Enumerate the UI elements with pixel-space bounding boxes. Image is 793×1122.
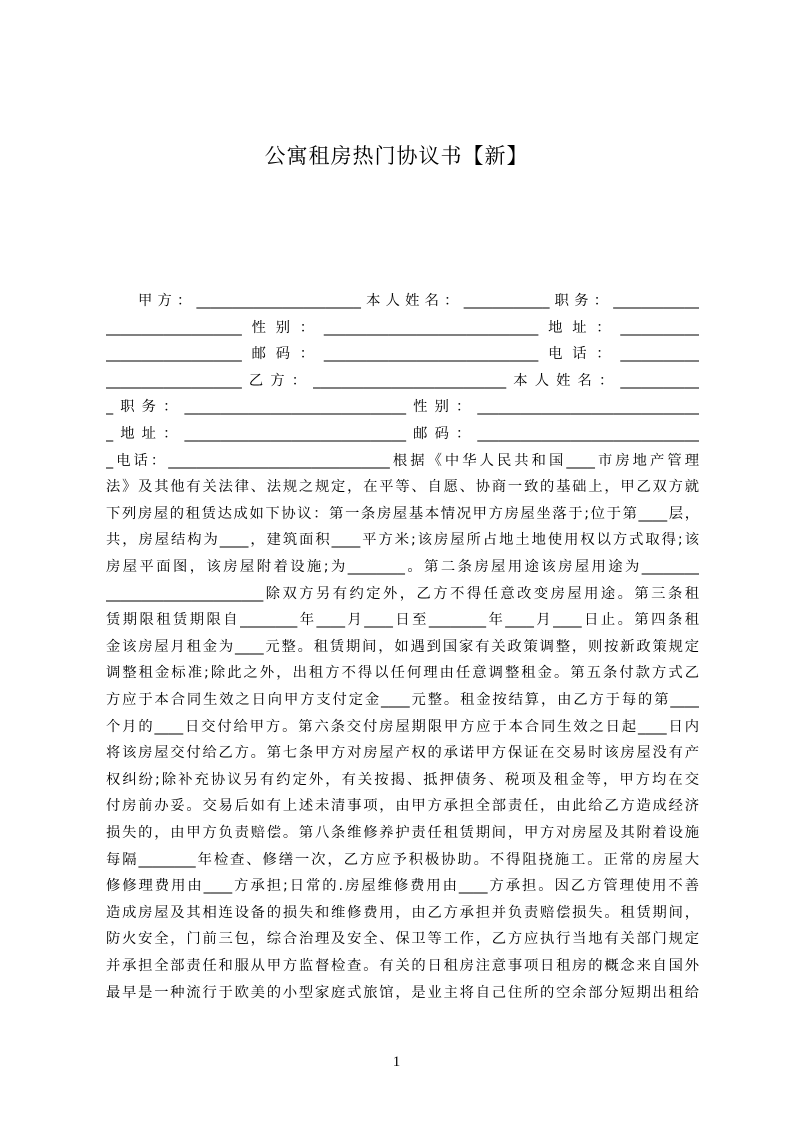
body-line: 每隔________年检查、修缮一次，乙方应予积极协助。不得阻挠施工。正常的房屋大: [106, 851, 699, 868]
body-line: 房屋平面图，该房屋附着设施;为________。第二条房屋用途该房屋用途为________: [106, 559, 699, 575]
body-line: 法》及其他有关法律、法规之规定，在平等、自愿、协商一致的基础上，甲乙双方就: [106, 479, 699, 496]
body-line: 造成房屋及其相连设备的损失和维修费用，由乙方承担并负责赔偿损失。租赁期间，: [106, 904, 699, 921]
body-line: 甲方：_______________________本人姓名：____________职务：____________: [138, 293, 699, 309]
document-title: 公寓租房热门协议书【新】: [264, 144, 529, 168]
body-line: 赁期限租赁期限自________年____月____日至________年____月____日止。第四条租: [106, 612, 699, 629]
body-line: 并承担全部责任和服从甲方监督检查。有关的日租房注意事项日租房的概念来自国外: [106, 958, 699, 974]
body-line: 下列房屋的租赁达成如下协议：第一条房屋基本情况甲方房屋坐落于;位于第____层，: [106, 505, 699, 522]
body-line: ___________________性别：______________________________地址：___________: [106, 319, 699, 336]
body-line: _职务：_______________________________性别：_______________________________: [106, 399, 699, 416]
page-number: 1: [392, 1054, 401, 1070]
body-line: 个月的____日交付给甲方。第六条交付房屋期限甲方应于本合同生效之日起____日内: [106, 718, 699, 735]
body-line: 最早是一种流行于欧美的小型家庭式旅馆，是业主将自己住所的空余部分短期出租给: [106, 984, 699, 1001]
body-line: 防火安全，门前三包，综合治理及安全、保卫等工作，乙方应执行当地有关部门规定: [106, 931, 699, 948]
body-line: ___________________乙方：___________________________本人姓名：___________: [106, 372, 699, 389]
body-line: 付房前办妥。交易后如有上述未清事项，由甲方承担全部责任，由此给乙方造成经济: [106, 798, 699, 815]
body-line: 损失的，由甲方负责赔偿。第八条维修养护责任租赁期间，甲方对房屋及其附着设施: [106, 825, 699, 841]
body-line: 共，房屋结构为____，建筑面积____平方米;该房屋所占地土地使用权以方式取得;该: [106, 532, 699, 549]
body-line: 方应于本合同生效之日向甲方支付定金____元整。租金按结算，由乙方于每的第____: [106, 692, 699, 708]
body-line: 金该房屋月租金为____元整。租赁期间，如遇到国家有关政策调整，则按新政策规定: [106, 638, 699, 655]
body-line: 修修理费用由____方承担;日常的.房屋维修费用由____方承担。因乙方管理使用不善: [106, 878, 699, 895]
body-line: ___________________邮码：______________________________电话：___________: [106, 346, 699, 363]
body-line: 调整租金标准;除此之外，出租方不得以任何理由任意调整租金。第五条付款方式乙: [106, 665, 699, 682]
body-line: ______________________除双方另有约定外，乙方不得任意改变房屋用途。第三条租: [106, 585, 699, 602]
body-line: _电话：_______________________________根据《中华人民共和国____市房地产管理: [106, 452, 699, 469]
body-line: _地址：_______________________________邮码：_______________________________: [106, 426, 699, 442]
body-line: 权纠纷;除补充协议另有约定外，有关按揭、抵押债务、税项及租金等，甲方均在交: [106, 771, 699, 788]
body-line: 将该房屋交付给乙方。第七条甲方对房屋产权的承诺甲方保证在交易时该房屋没有产: [106, 745, 699, 762]
